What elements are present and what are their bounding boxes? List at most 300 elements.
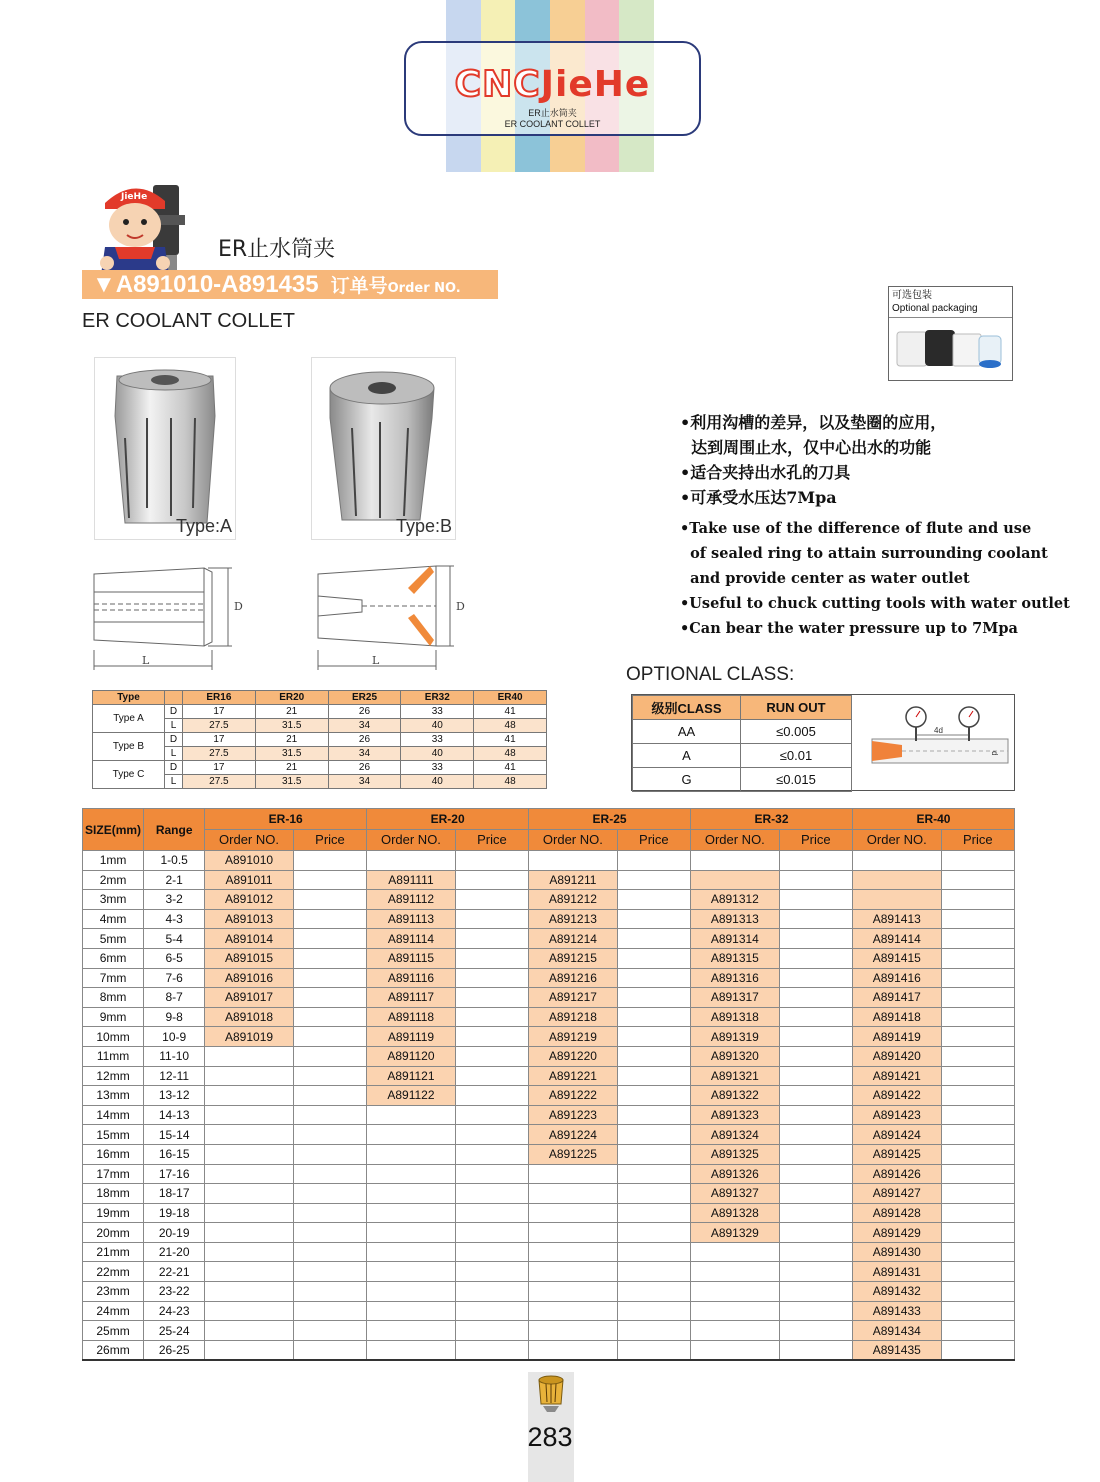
table-row	[83, 1125, 1015, 1145]
order-number-table	[82, 808, 1015, 1361]
price-cell	[779, 1125, 852, 1145]
type-table-header: ER32	[401, 691, 474, 705]
price-cell	[455, 988, 528, 1008]
price-cell	[293, 1321, 366, 1341]
order-no-cell: A891112	[367, 890, 456, 910]
order-no-cell	[205, 1340, 294, 1360]
range-cell: 22-21	[144, 1262, 205, 1282]
order-no-cell	[367, 851, 456, 871]
feature-list-en	[680, 516, 1070, 641]
runout-cell: ≤0.015	[741, 768, 852, 792]
collet-group-header: ER-25	[529, 809, 691, 830]
logo-jiehe-text: JieHe	[540, 64, 651, 105]
size-cell: 18mm	[83, 1184, 144, 1204]
order-no-cell: A891221	[529, 1066, 618, 1086]
size-cell: 1mm	[83, 851, 144, 871]
order-no-cell: A891312	[691, 890, 780, 910]
class-cell: AA	[633, 720, 741, 744]
order-no-cell: A891320	[691, 1046, 780, 1066]
order-no-cell: A891116	[367, 968, 456, 988]
order-no-cell	[852, 870, 941, 890]
dimension-value-cell: 34	[328, 719, 401, 733]
price-cell	[455, 851, 528, 871]
order-no-cell: A891433	[852, 1301, 941, 1321]
dim-l-label-a: L	[142, 654, 150, 667]
price-cell	[779, 890, 852, 910]
order-no-cell: A891114	[367, 929, 456, 949]
type-table-header: ER16	[183, 691, 256, 705]
dimension-symbol-cell: L	[165, 719, 183, 733]
order-no-cell: A891428	[852, 1203, 941, 1223]
type-table-header: ER40	[474, 691, 547, 705]
price-cell	[455, 968, 528, 988]
order-no-cell: A891432	[852, 1282, 941, 1302]
table-row	[83, 890, 1015, 910]
price-cell	[941, 988, 1014, 1008]
order-no-cell	[205, 1125, 294, 1145]
order-no-cell	[205, 1066, 294, 1086]
price-cell	[455, 1242, 528, 1262]
collet-group-header: ER-32	[691, 809, 853, 830]
brand-logo-box	[404, 41, 701, 136]
logo-subtitle-en: ER COOLANT COLLET	[504, 119, 601, 129]
price-cell	[779, 1184, 852, 1204]
order-no-cell	[691, 1282, 780, 1302]
collet-a-image	[95, 358, 235, 539]
price-cell	[779, 1164, 852, 1184]
size-cell: 14mm	[83, 1105, 144, 1125]
brand-logo	[406, 63, 699, 105]
order-no-cell: A891222	[529, 1086, 618, 1106]
price-cell	[941, 1046, 1014, 1066]
dimension-value-cell: 31.5	[255, 775, 328, 789]
page-number: 283	[527, 1422, 573, 1452]
price-cell	[617, 1282, 690, 1302]
order-no-label	[331, 271, 461, 298]
price-cell	[617, 909, 690, 929]
dimension-value-cell: 41	[474, 705, 547, 719]
table-row	[83, 988, 1015, 1008]
range-cell: 15-14	[144, 1125, 205, 1145]
price-header: Price	[779, 830, 852, 851]
price-cell	[779, 870, 852, 890]
table-row	[83, 1027, 1015, 1047]
price-cell	[455, 1046, 528, 1066]
runout-cell: ≤0.01	[741, 744, 852, 768]
order-no-cell: A891434	[852, 1321, 941, 1341]
table-row	[83, 1105, 1015, 1125]
size-cell: 25mm	[83, 1321, 144, 1341]
dimension-value-cell: 27.5	[183, 747, 256, 761]
order-no-cell: A891327	[691, 1184, 780, 1204]
size-cell: 13mm	[83, 1086, 144, 1106]
dimension-value-cell: 21	[255, 733, 328, 747]
order-no-cell: A891212	[529, 890, 618, 910]
feature-line-cn: •适合夹持出水孔的刀具	[680, 463, 851, 482]
size-cell: 11mm	[83, 1046, 144, 1066]
order-no-cell: A891325	[691, 1144, 780, 1164]
range-cell: 11-10	[144, 1046, 205, 1066]
collet-photo-type-b	[311, 357, 456, 540]
dimension-value-cell: 33	[401, 705, 474, 719]
price-cell	[779, 1340, 852, 1360]
type-table-row	[93, 733, 547, 747]
price-cell	[617, 1321, 690, 1341]
class-cell: A	[633, 744, 741, 768]
runout-gauge-diagram	[854, 701, 1012, 787]
order-no-cell	[367, 1321, 456, 1341]
dimension-value-cell: 26	[328, 733, 401, 747]
price-cell	[941, 1282, 1014, 1302]
table-row	[83, 1321, 1015, 1341]
dim-l-label-b: L	[372, 654, 380, 667]
optional-class-title: OPTIONAL CLASS:	[626, 664, 795, 685]
order-no-cell: A891013	[205, 909, 294, 929]
class-header: 级别CLASS	[633, 696, 741, 720]
type-table-header: ER25	[328, 691, 401, 705]
order-no-cell	[529, 1282, 618, 1302]
size-cell: 16mm	[83, 1144, 144, 1164]
range-cell: 8-7	[144, 988, 205, 1008]
size-cell: 26mm	[83, 1340, 144, 1360]
dimension-value-cell: 27.5	[183, 719, 256, 733]
price-cell	[779, 1223, 852, 1243]
order-no-cell: A891314	[691, 929, 780, 949]
order-no-cell: A891113	[367, 909, 456, 929]
price-cell	[617, 1125, 690, 1145]
order-no-cell: A891414	[852, 929, 941, 949]
order-no-cell	[529, 1340, 618, 1360]
order-no-cell: A891413	[852, 909, 941, 929]
order-no-cell	[529, 1301, 618, 1321]
range-header: Range	[144, 809, 205, 851]
class-row	[633, 744, 852, 768]
dimension-value-cell: 48	[474, 719, 547, 733]
price-cell	[293, 1046, 366, 1066]
price-cell	[617, 1007, 690, 1027]
order-no-cell	[367, 1164, 456, 1184]
optional-class-table	[632, 695, 852, 792]
order-no-cell	[367, 1184, 456, 1204]
order-no-cell: A891424	[852, 1125, 941, 1145]
table-row	[83, 1046, 1015, 1066]
feature-list-cn	[680, 410, 1040, 510]
order-no-cell: A891216	[529, 968, 618, 988]
type-table-header: Type	[93, 691, 165, 705]
table-row	[83, 1223, 1015, 1243]
order-no-cell	[691, 870, 780, 890]
order-no-cell	[529, 1242, 618, 1262]
size-cell: 2mm	[83, 870, 144, 890]
collet-photo-type-a	[94, 357, 236, 540]
table-row	[83, 929, 1015, 949]
price-cell	[455, 1340, 528, 1360]
order-no-cell: A891012	[205, 890, 294, 910]
order-no-cell: A891435	[852, 1340, 941, 1360]
order-no-cell	[529, 851, 618, 871]
price-cell	[941, 1105, 1014, 1125]
type-b-label: Type:B	[395, 516, 452, 536]
dimension-value-cell: 48	[474, 747, 547, 761]
size-cell: 8mm	[83, 988, 144, 1008]
type-dimension-table	[92, 690, 547, 789]
order-no-cell: A891415	[852, 948, 941, 968]
price-cell	[617, 1066, 690, 1086]
size-cell: 15mm	[83, 1125, 144, 1145]
order-no-cell	[529, 1203, 618, 1223]
order-no-cell: A891219	[529, 1027, 618, 1047]
order-no-cell: A891016	[205, 968, 294, 988]
price-cell	[293, 1184, 366, 1204]
feature-line-en: •Take use of the difference of flute and use	[680, 520, 1032, 537]
order-no-cell: A891018	[205, 1007, 294, 1027]
price-cell	[455, 1203, 528, 1223]
order-no-cell: A891220	[529, 1046, 618, 1066]
range-cell: 18-17	[144, 1184, 205, 1204]
price-cell	[617, 1340, 690, 1360]
order-no-cell: A891019	[205, 1027, 294, 1047]
price-cell	[779, 1046, 852, 1066]
order-no-cell: A891417	[852, 988, 941, 1008]
order-no-cell	[205, 1144, 294, 1164]
price-cell	[779, 1321, 852, 1341]
price-cell	[779, 1282, 852, 1302]
price-cell	[779, 851, 852, 871]
dimension-value-cell: 17	[183, 733, 256, 747]
order-no-cell: A891015	[205, 948, 294, 968]
collet-footer-icon	[535, 1374, 567, 1414]
order-no-header: Order NO.	[205, 830, 294, 851]
product-title-en: ER COOLANT COLLET	[82, 310, 296, 332]
range-cell: 20-19	[144, 1223, 205, 1243]
order-no-cell	[205, 1086, 294, 1106]
order-no-cell: A891318	[691, 1007, 780, 1027]
price-cell	[455, 870, 528, 890]
dimension-symbol-cell: D	[165, 761, 183, 775]
range-cell: 3-2	[144, 890, 205, 910]
dimension-value-cell: 31.5	[255, 747, 328, 761]
order-no-cell	[367, 1144, 456, 1164]
order-no-cell	[205, 1184, 294, 1204]
dimension-symbol-cell: D	[165, 705, 183, 719]
range-cell: 1-0.5	[144, 851, 205, 871]
order-no-cell: A891427	[852, 1184, 941, 1204]
price-header: Price	[455, 830, 528, 851]
order-no-cell: A891426	[852, 1164, 941, 1184]
price-cell	[941, 948, 1014, 968]
size-cell: 23mm	[83, 1282, 144, 1302]
order-no-cell: A891011	[205, 870, 294, 890]
price-cell	[779, 1262, 852, 1282]
order-no-cell: A891115	[367, 948, 456, 968]
order-no-cell: A891423	[852, 1105, 941, 1125]
order-no-cell: A891117	[367, 988, 456, 1008]
order-no-cell: A891416	[852, 968, 941, 988]
order-no-cell: A891017	[205, 988, 294, 1008]
dimension-value-cell: 40	[401, 775, 474, 789]
range-cell: 4-3	[144, 909, 205, 929]
dimension-value-cell: 31.5	[255, 719, 328, 733]
price-cell	[455, 1282, 528, 1302]
price-cell	[293, 1262, 366, 1282]
order-no-cell	[691, 851, 780, 871]
order-no-cell	[205, 1301, 294, 1321]
order-no-cell: A891010	[205, 851, 294, 871]
price-cell	[293, 1105, 366, 1125]
price-cell	[293, 1144, 366, 1164]
price-cell	[293, 988, 366, 1008]
price-cell	[293, 1282, 366, 1302]
order-no-cell: A891215	[529, 948, 618, 968]
table-row	[83, 851, 1015, 871]
price-cell	[617, 1301, 690, 1321]
price-cell	[617, 1144, 690, 1164]
feature-line-cn: •可承受水压达7Mpa	[680, 488, 837, 507]
dimension-value-cell: 40	[401, 747, 474, 761]
dimension-value-cell: 48	[474, 775, 547, 789]
price-cell	[941, 1007, 1014, 1027]
product-title-cn: ER止水筒夹	[218, 237, 336, 262]
order-no-cell: A891419	[852, 1027, 941, 1047]
price-cell	[293, 968, 366, 988]
price-cell	[617, 1046, 690, 1066]
order-no-cell: A891422	[852, 1086, 941, 1106]
size-cell: 10mm	[83, 1027, 144, 1047]
price-cell	[617, 1105, 690, 1125]
feature-line-en: •Can bear the water pressure up to 7Mpa	[680, 620, 1018, 637]
type-a-label: Type:A	[175, 516, 232, 536]
packaging-label-cn: 可选包装	[892, 290, 932, 301]
order-no-header: Order NO.	[529, 830, 618, 851]
table-row	[83, 1262, 1015, 1282]
order-range-code: ▼A891010-A891435	[92, 270, 319, 298]
price-cell	[617, 948, 690, 968]
dimension-symbol-cell: D	[165, 733, 183, 747]
order-no-cell	[367, 1203, 456, 1223]
size-cell: 5mm	[83, 929, 144, 949]
price-cell	[455, 1027, 528, 1047]
price-header: Price	[941, 830, 1014, 851]
order-no-cell: A891326	[691, 1164, 780, 1184]
table-row	[83, 1066, 1015, 1086]
dimension-value-cell: 26	[328, 705, 401, 719]
price-cell	[617, 1184, 690, 1204]
order-no-cell	[205, 1282, 294, 1302]
logo-subtitle-cn: ER止水筒夹	[528, 108, 577, 118]
size-cell: 12mm	[83, 1066, 144, 1086]
order-no-cell	[529, 1164, 618, 1184]
runout-header: RUN OUT	[741, 696, 852, 720]
price-cell	[941, 1027, 1014, 1047]
price-cell	[779, 968, 852, 988]
order-no-cell	[205, 1262, 294, 1282]
price-cell	[293, 1086, 366, 1106]
order-no-cell	[529, 1321, 618, 1341]
type-table-header	[165, 691, 183, 705]
table-row	[83, 870, 1015, 890]
runout-cell: ≤0.005	[741, 720, 852, 744]
price-cell	[293, 1340, 366, 1360]
order-no-cell	[691, 1340, 780, 1360]
price-cell	[617, 851, 690, 871]
order-no-cell	[367, 1282, 456, 1302]
table-row	[83, 1007, 1015, 1027]
order-no-cell: A891421	[852, 1066, 941, 1086]
order-no-cell	[852, 851, 941, 871]
dimension-value-cell: 41	[474, 761, 547, 775]
optional-class-box	[631, 694, 1015, 791]
price-cell	[941, 1301, 1014, 1321]
order-no-cell: A891319	[691, 1027, 780, 1047]
price-cell	[617, 1262, 690, 1282]
price-cell	[293, 1242, 366, 1262]
price-cell	[941, 1164, 1014, 1184]
range-cell: 6-5	[144, 948, 205, 968]
gauge-d-label: d	[990, 751, 999, 756]
price-cell	[293, 1125, 366, 1145]
dimension-value-cell: 34	[328, 747, 401, 761]
price-cell	[293, 1223, 366, 1243]
price-cell	[779, 909, 852, 929]
price-cell	[617, 1086, 690, 1106]
size-cell: 22mm	[83, 1262, 144, 1282]
table-row	[83, 1203, 1015, 1223]
range-cell: 25-24	[144, 1321, 205, 1341]
price-header: Price	[293, 830, 366, 851]
price-header: Price	[617, 830, 690, 851]
type-table-row	[93, 761, 547, 775]
order-no-cell: A891431	[852, 1262, 941, 1282]
order-no-cell: A891218	[529, 1007, 618, 1027]
range-cell: 24-23	[144, 1301, 205, 1321]
table-row	[83, 1340, 1015, 1360]
feature-line-en: •Useful to chuck cutting tools with water outlet	[680, 595, 1070, 612]
order-no-cell	[205, 1223, 294, 1243]
price-cell	[779, 1027, 852, 1047]
price-cell	[941, 1242, 1014, 1262]
dimension-value-cell: 27.5	[183, 775, 256, 789]
table-row	[83, 1282, 1015, 1302]
range-cell: 17-16	[144, 1164, 205, 1184]
packaging-boxes-icon	[889, 318, 1012, 380]
order-no-cell	[529, 1262, 618, 1282]
price-cell	[455, 1105, 528, 1125]
price-cell	[941, 890, 1014, 910]
feature-list	[680, 410, 1070, 641]
order-no-cell: A891328	[691, 1203, 780, 1223]
order-no-cell: A891324	[691, 1125, 780, 1145]
price-cell	[617, 1223, 690, 1243]
type-table-header: ER20	[255, 691, 328, 705]
price-cell	[455, 1184, 528, 1204]
price-cell	[779, 988, 852, 1008]
class-cell: G	[633, 768, 741, 792]
order-no-cell	[205, 1105, 294, 1125]
price-cell	[455, 1262, 528, 1282]
drawing-type-b	[312, 560, 472, 674]
price-cell	[941, 1262, 1014, 1282]
price-cell	[617, 1203, 690, 1223]
price-cell	[455, 1125, 528, 1145]
price-cell	[455, 1301, 528, 1321]
price-cell	[293, 1007, 366, 1027]
range-cell: 14-13	[144, 1105, 205, 1125]
order-no-cell	[205, 1242, 294, 1262]
order-no-cell: A891223	[529, 1105, 618, 1125]
order-no-cell: A891323	[691, 1105, 780, 1125]
price-cell	[617, 1242, 690, 1262]
price-cell	[455, 1144, 528, 1164]
